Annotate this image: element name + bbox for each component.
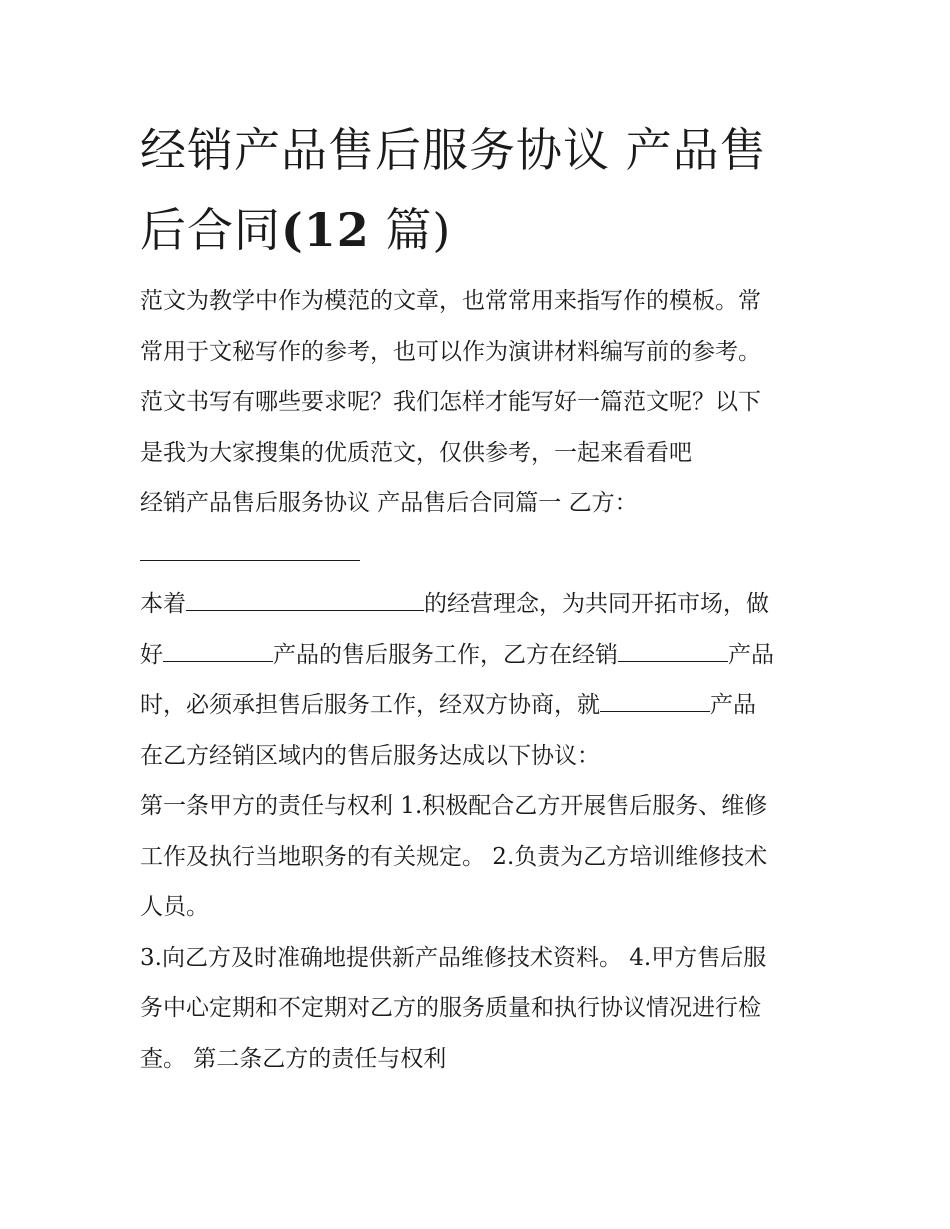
- paragraph1-line-4: 在乙方经销区域内的售后服务达成以下协议：: [140, 742, 600, 769]
- signature-blank: [140, 536, 360, 561]
- fill-blank: [600, 687, 710, 712]
- intro-line-4: 是我为大家搜集的优质范文，仅供参考，一起来看看吧: [140, 439, 692, 466]
- paragraph1-text: 产品: [710, 692, 756, 718]
- section-heading: 经销产品售后服务协议 产品售后合同篇一 乙方：: [140, 490, 638, 516]
- paragraph1-text: 时，必须承担售后服务工作，经双方协商，就: [140, 692, 600, 718]
- title-line-1: 经销产品售后服务协议 产品售: [140, 123, 767, 177]
- signature-blank-line: [140, 529, 820, 580]
- paragraph1-text: 产品: [728, 641, 774, 668]
- fill-blank: [618, 637, 728, 662]
- paragraph1-text: 产品的售后服务工作，乙方在经销: [273, 641, 618, 668]
- title-number: (12: [281, 203, 370, 257]
- article1-line-3: 人员。: [140, 894, 209, 920]
- paragraph1-line-2: [140, 630, 820, 681]
- article1-line-2: 工作及执行当地职务的有关规定。 2.负责为乙方培训维修技术: [140, 843, 768, 870]
- paragraph1-text: 本着: [140, 591, 186, 617]
- paragraph1-text: 的经营理念，为共同开拓市场，做: [424, 591, 769, 617]
- title-line-2: [140, 190, 820, 270]
- document-body: [140, 276, 820, 1084]
- article1-cont-line-2: 务中心定期和不定期对乙方的服务质量和执行协议情况进行检: [140, 995, 761, 1021]
- intro-line-1: 范文为教学中作为模范的文章，也常常用来指写作的模板。常: [140, 288, 761, 314]
- document-title: [140, 110, 820, 270]
- fill-blank: [163, 637, 273, 662]
- paragraph1-line-1: [140, 579, 820, 630]
- paragraph1-line-3: [140, 680, 820, 731]
- paragraph1-text: 好: [140, 641, 163, 668]
- intro-line-2: 常用于文秘写作的参考，也可以作为演讲材料编写前的参考。: [140, 338, 761, 365]
- title-line-2-suffix: 篇): [369, 203, 452, 257]
- article1-line-1: 第一条甲方的责任与权利 1.积极配合乙方开展售后服务、维修: [140, 793, 768, 819]
- article1-cont-line-3: 查。 第二条乙方的责任与权利: [140, 1045, 447, 1072]
- title-line-2-prefix: 后合同: [140, 203, 281, 257]
- intro-line-3: 范文书写有哪些要求呢？我们怎样才能写好一篇范文呢？以下: [140, 389, 761, 415]
- fill-blank: [186, 586, 424, 611]
- article1-cont-line-1: 3.向乙方及时准确地提供新产品维修技术资料。 4.甲方售后服: [140, 944, 767, 971]
